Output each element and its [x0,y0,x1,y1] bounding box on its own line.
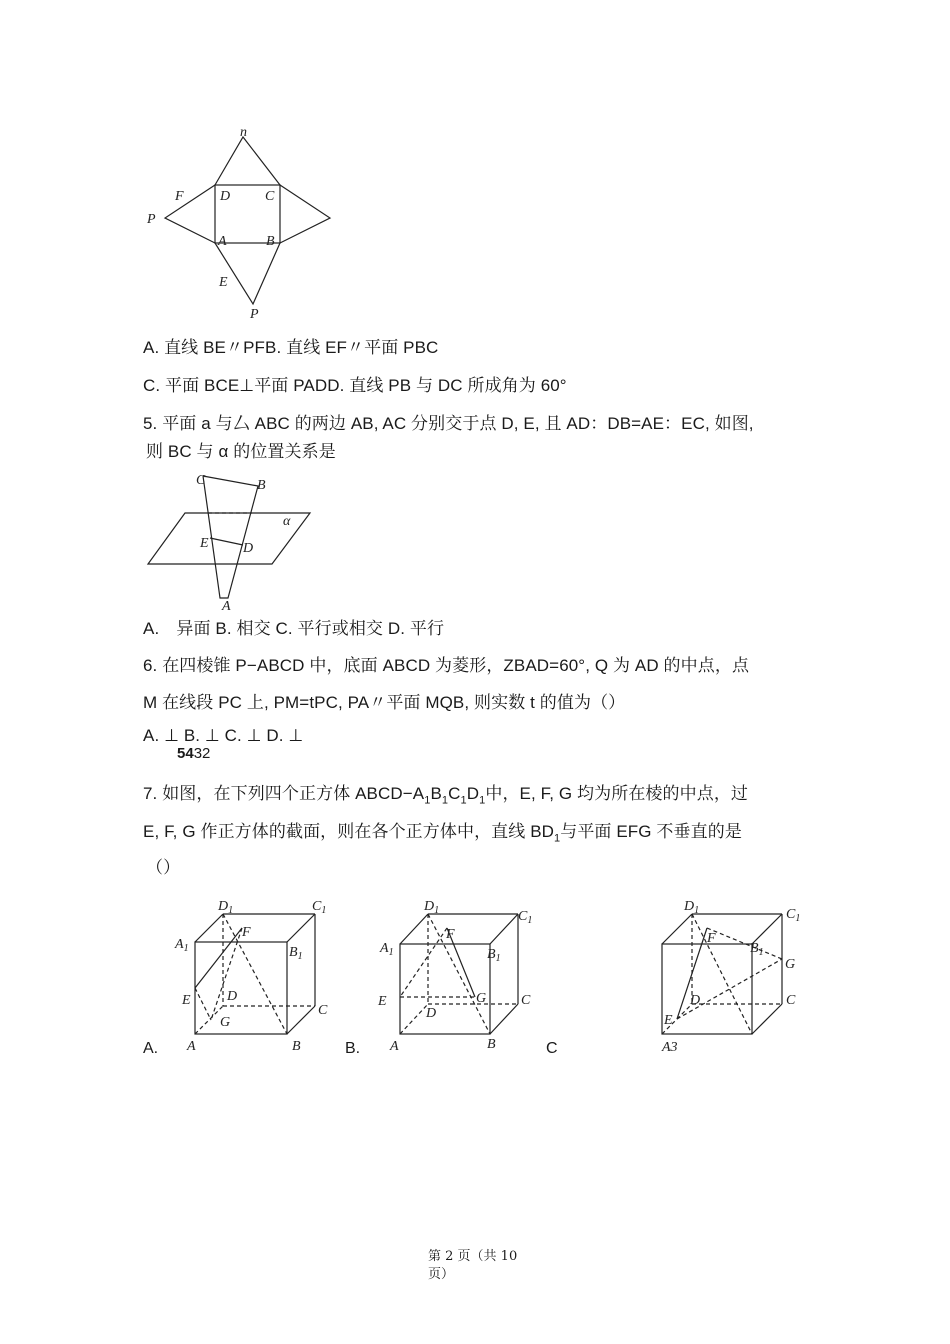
q7-option-c[interactable]: C [546,1040,558,1057]
q7-option-a[interactable]: A. [143,1040,159,1057]
label-C1: $C_1$ [786,907,801,924]
q5-line1: 5. 平面 a 与厶 ABC 的两边 AB, AC 分别交于点 D, E, 且 AD：DB=AE：EC, 如图, [143,414,754,433]
label-D1: $D_1$ [218,899,234,916]
cube-figure-b [372,892,542,1057]
label-G: G [220,1015,231,1030]
label-A: A [222,599,231,613]
label-C: C [786,993,796,1008]
label-D: D [220,189,231,204]
label-A: A [390,1039,399,1054]
label-P-bottom: P [250,307,259,322]
q7-line1: 7. 如图，在下列四个正方体 $ABCD-A_1B_1C_1D_1$中，E, F, G 均为所在棱的中点，过 [143,784,749,807]
label-B: B [292,1039,301,1054]
label-alpha: α [283,514,291,529]
label-top: n [240,125,247,140]
label-A: A [187,1039,196,1054]
label-D: D [690,993,701,1008]
q6-line2: M 在线段 PC 上, PM=tPC, PA〃平面 MQB, 则实数 t 的值为（） [143,693,626,712]
label-B1: $B_1$ [750,941,764,958]
label-D: D [243,541,254,556]
q4-options-line1: A. 直线 BE〃PFB. 直线 EF〃平面 PBC [143,338,439,357]
label-D1: $D_1$ [424,899,440,916]
label-G: G [476,991,487,1006]
label-F: F [446,927,455,942]
label-C1: $C_1$ [518,909,533,926]
page-footer: 第 2 页（共 10 页） [428,1249,518,1282]
q5-options: A. 异面 B. 相交 C. 平行或相交 D. 平行 [143,619,445,638]
q5-line2: 则 BC 与 α 的位置关系是 [146,442,336,461]
label-D: D [426,1006,437,1021]
label-F: F [707,931,716,946]
label-C: C [318,1003,328,1018]
cube-figure-a [170,892,340,1057]
label-A1: $A_1$ [380,941,394,958]
label-G: G [785,957,796,972]
q6-options: A. ⊥ B. ⊥ C. ⊥ D. ⊥ [143,726,304,745]
label-E: E [219,275,228,290]
label-E: E [378,994,387,1009]
label-A1: $A_1$ [175,937,189,954]
label-C: C [521,993,531,1008]
label-B: B [266,234,275,249]
label-F: F [175,189,184,204]
label-C1: $C_1$ [312,899,327,916]
label-E: E [200,536,209,551]
label-B1: $B_1$ [289,945,303,962]
pyramid-net-figure [140,122,340,322]
label-A3: A3 [662,1040,678,1052]
label-E: E [182,993,191,1008]
label-P-left: P [147,212,156,227]
label-A: A [218,234,227,249]
q6-line1: 6. 在四棱锥 P−ABCD 中，底面 ABCD 为菱形，ZBAD=60°, Q 为 AD 的中点，点 [143,656,750,675]
label-B1: $B_1$ [487,947,501,964]
label-E: E [664,1013,673,1028]
q4-options-line2: C. 平面 BCE⊥平面 PADD. 直线 PB 与 DC 所成角为 60° [143,376,567,395]
q6-denominators: 5432 [177,745,211,762]
label-B: B [257,478,266,493]
q7-option-b[interactable]: B. [345,1040,361,1057]
label-B: B [487,1037,496,1052]
label-C: C [265,189,275,204]
q7-line2: E, F, G 作正方体的截面，则在各个正方体中，直线 $BD_1$与平面 EFG 不垂直的是 [143,822,742,845]
label-D1: $D_1$ [684,899,700,916]
label-D: D [227,989,238,1004]
plane-triangle-figure [140,468,330,613]
label-C: C [196,473,206,488]
q7-line3: （） [146,858,181,877]
cube-figure-c [650,892,820,1052]
label-F: F [242,925,251,940]
